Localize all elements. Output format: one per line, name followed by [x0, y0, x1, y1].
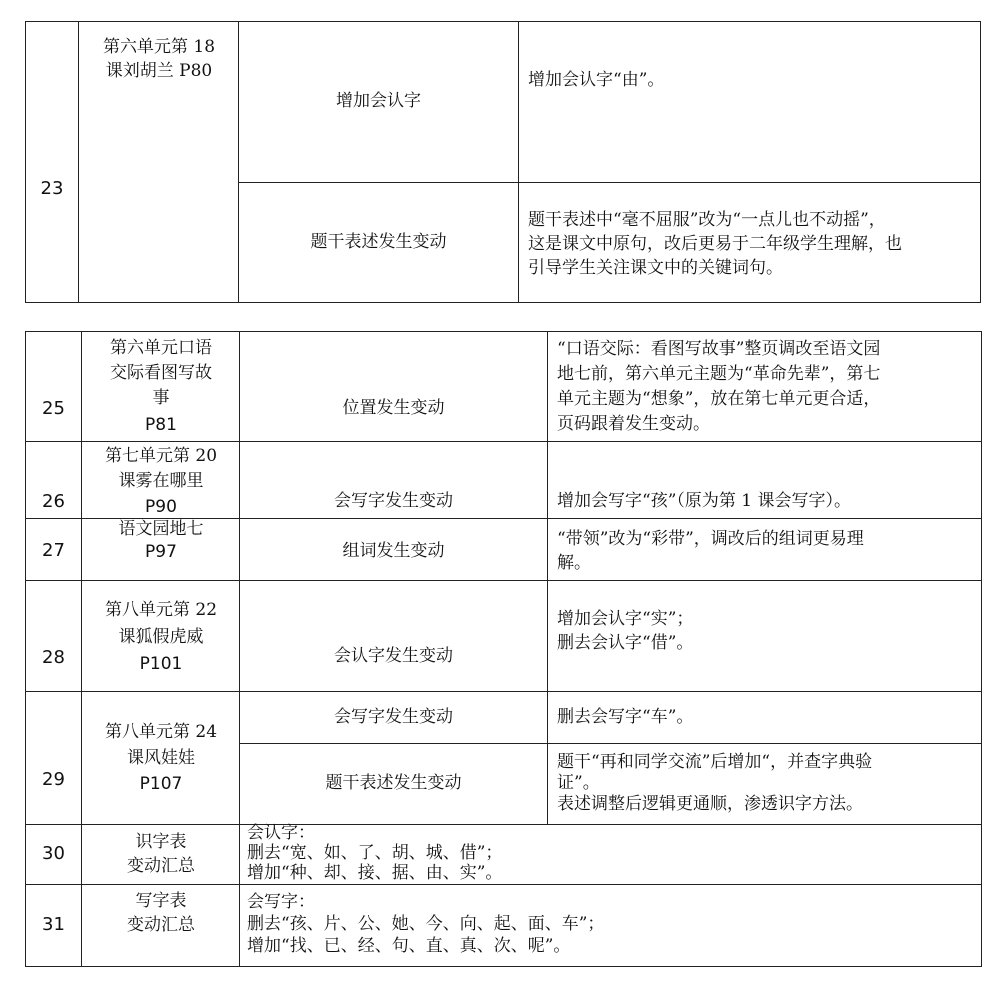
lesson-line: 第八单元第 22 [104, 600, 218, 620]
lesson-line: 识字表 [135, 832, 187, 852]
lesson-line: 变动汇总 [127, 915, 195, 935]
change-desc: 题干“再和同学交流”后增加“，并查字典验 [557, 752, 873, 772]
table-border [981, 331, 982, 967]
change-desc: 引导学生关注课文中的关键词句。 [528, 258, 783, 278]
table-border [25, 824, 982, 825]
table-border [25, 441, 982, 442]
table-border [25, 21, 26, 303]
row-number: 28 [42, 647, 65, 668]
change-desc: 这是课文中原句，改后更易于二年级学生理解，也 [528, 234, 902, 254]
lesson-line: 语文园地七 [118, 519, 204, 539]
table-border [25, 21, 981, 22]
change-desc: 解。 [557, 553, 591, 573]
lesson-line: P81 [145, 415, 177, 435]
lesson-line: 第六单元第 18 [102, 37, 216, 57]
change-desc: “带领”改为“彩带”，调改后的组词更易理 [557, 529, 864, 549]
change-desc: 表述调整后逻辑更通顺，渗透识字方法。 [557, 794, 863, 814]
table-border [81, 331, 82, 967]
lesson-line: P90 [145, 497, 177, 517]
summary-line: 会写字： [247, 892, 315, 912]
lesson-line: 写字表 [135, 891, 187, 911]
change-type: 位置发生变动 [342, 398, 445, 418]
change-desc: 地七前，第六单元主题为“革命先辈”，第七 [557, 364, 881, 384]
row-number: 29 [42, 769, 65, 790]
lesson-line: 课风娃娃 [127, 748, 195, 768]
table-border [25, 580, 982, 581]
change-type: 会认字发生变动 [334, 646, 453, 666]
row-number: 25 [42, 398, 65, 419]
summary-line: 删去“孩、片、公、她、今、向、起、面、车”； [247, 914, 605, 934]
row-number: 23 [40, 178, 64, 199]
table-border [25, 302, 981, 303]
row-number: 27 [42, 540, 65, 561]
table-border [238, 21, 239, 303]
lesson-line: 变动汇总 [127, 856, 195, 876]
table-border [25, 331, 982, 332]
summary-line: 增加“找、已、经、句、直、真、次、呢”。 [247, 936, 571, 956]
table-border [25, 966, 982, 967]
change-desc: 证”。 [557, 773, 600, 793]
lesson-line: 第八单元第 24 [104, 722, 218, 742]
change-desc: 题干表述中“毫不屈服”改为“一点儿也不动摇”， [528, 210, 886, 230]
change-desc: 页码跟着发生变动。 [557, 414, 710, 434]
lesson-line: P107 [139, 774, 183, 794]
lesson-line: 课刘胡兰 P80 [105, 61, 213, 81]
lesson-line: 第六单元口语 [110, 338, 212, 358]
change-type: 会写字发生变动 [334, 491, 453, 511]
lesson-line: 事 [152, 388, 170, 408]
table-border [78, 21, 79, 303]
change-desc: 删去会认字“借”。 [557, 633, 694, 653]
table-border [25, 884, 982, 885]
table-border [239, 743, 982, 744]
lesson-line: 第七单元第 20 [104, 446, 218, 466]
row-number: 31 [42, 914, 65, 935]
lesson-line: 交际看图写故 [110, 363, 212, 383]
change-desc: 增加会写字“孩”（原为第 1 课会写字）。 [557, 491, 852, 511]
change-type: 题干表述发生变动 [325, 773, 462, 793]
lesson-line: P97 [145, 542, 177, 562]
lesson-line: P101 [139, 654, 183, 674]
change-desc: 增加会认字“实”； [557, 609, 694, 629]
change-desc: 单元主题为“想象”，放在第七单元更合适， [557, 389, 881, 409]
change-type: 会写字发生变动 [334, 707, 453, 727]
change-type: 增加会认字 [336, 91, 421, 111]
table-border [518, 21, 519, 303]
change-desc: 增加会认字“由”。 [528, 70, 665, 90]
change-desc: 删去会写字“车”。 [557, 707, 694, 727]
table-border [238, 182, 981, 183]
change-type: 题干表述发生变动 [310, 232, 447, 252]
summary-line: 删去“宽、如、了、胡、城、借”； [247, 843, 503, 863]
table-border [547, 331, 548, 824]
table-border [980, 21, 981, 303]
change-desc: “口语交际：看图写故事”整页调改至语文园 [557, 339, 881, 359]
change-type: 组词发生变动 [342, 541, 445, 561]
summary-line: 会认字： [247, 823, 315, 843]
row-number: 26 [42, 491, 65, 512]
summary-line: 增加“种、却、接、据、由、实”。 [247, 863, 503, 883]
row-number: 30 [42, 843, 65, 864]
table-border [25, 691, 982, 692]
lesson-line: 课雾在哪里 [118, 471, 204, 491]
lesson-line: 课狐假虎威 [118, 627, 204, 647]
